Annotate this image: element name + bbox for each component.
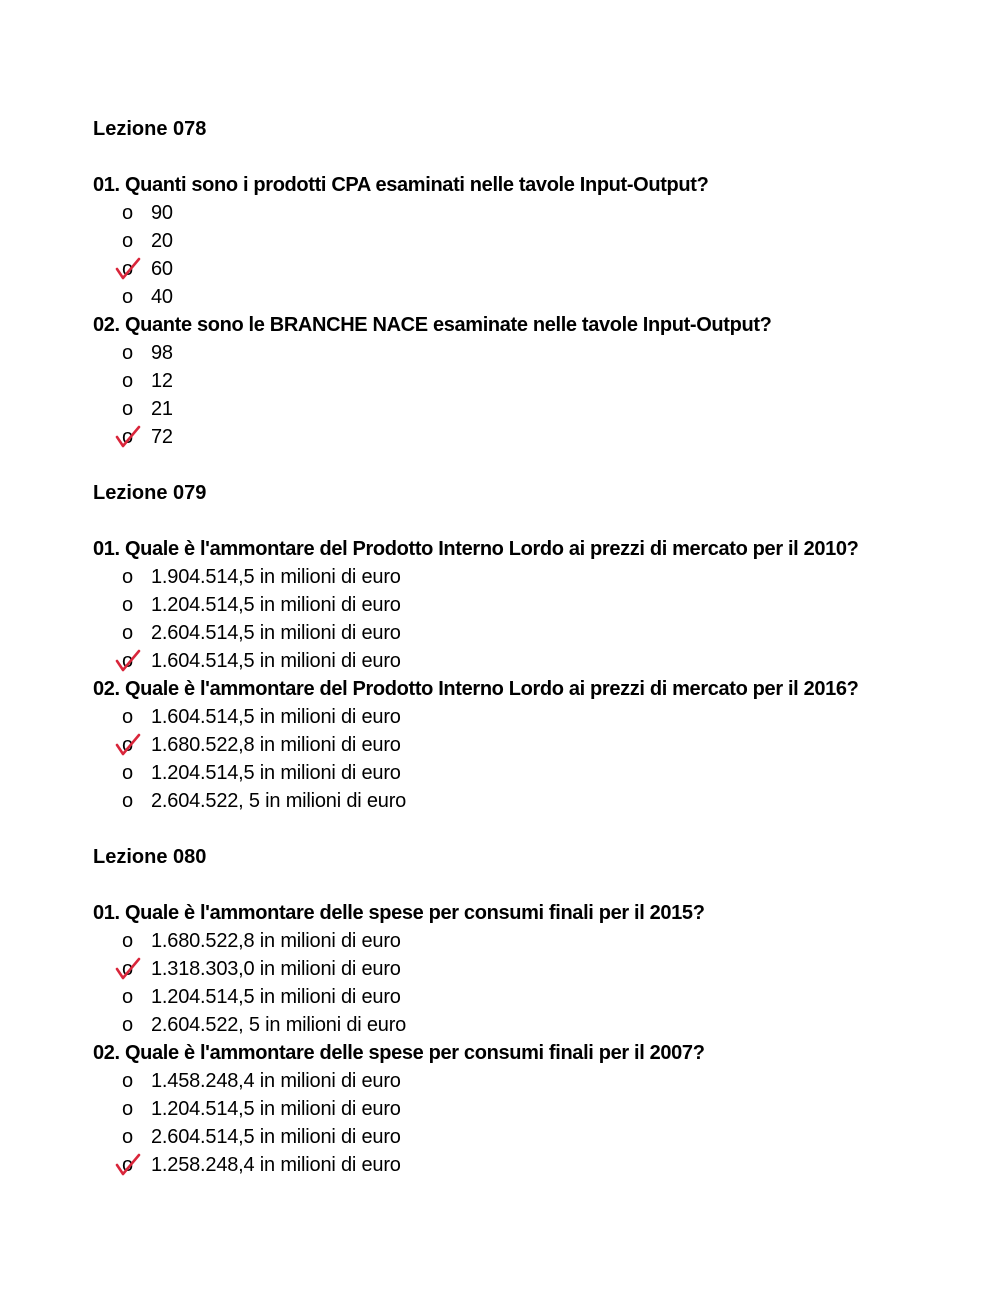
hollow-circle-bullet-icon — [122, 591, 133, 619]
answer-option — [93, 703, 973, 731]
answer-option — [93, 983, 973, 1011]
answer-option — [93, 423, 973, 451]
hollow-circle-bullet-icon — [122, 199, 133, 227]
hollow-circle-bullet-icon — [122, 367, 133, 395]
lesson-title: Lezione 078 — [93, 118, 207, 140]
hollow-circle-bullet-icon — [122, 227, 133, 255]
hollow-circle-bullet-icon — [122, 1095, 133, 1123]
answer-option — [93, 395, 973, 423]
red-checkmark-icon — [115, 257, 141, 281]
red-checkmark-icon — [115, 1153, 141, 1177]
option-label: 90 — [151, 202, 173, 224]
question-block — [93, 171, 973, 311]
hollow-circle-bullet-icon — [122, 927, 133, 955]
hollow-circle-bullet-icon — [122, 563, 133, 591]
quiz-document — [93, 115, 973, 1179]
answer-option — [93, 955, 973, 983]
option-label: 1.204.514,5 in milioni di euro — [151, 986, 401, 1008]
option-label: 1.204.514,5 in milioni di euro — [151, 1098, 401, 1120]
option-label: 1.258.248,4 in milioni di euro — [151, 1154, 401, 1176]
option-label: 1.904.514,5 in milioni di euro — [151, 566, 401, 588]
lesson-section — [93, 115, 973, 451]
answer-option — [93, 647, 973, 675]
red-checkmark-icon — [115, 733, 141, 757]
question-block — [93, 899, 973, 1039]
option-label: 40 — [151, 286, 173, 308]
answer-option — [93, 227, 973, 255]
answer-option — [93, 563, 973, 591]
answer-option — [93, 1151, 973, 1179]
question-text: 01. Quale è l'ammontare delle spese per consumi finali per il 2015? — [93, 902, 705, 924]
option-label: 1.604.514,5 in milioni di euro — [151, 706, 401, 728]
question-text: 02. Quante sono le BRANCHE NACE esaminate nelle tavole Input-Output? — [93, 314, 772, 336]
answer-option — [93, 787, 973, 815]
option-label: 72 — [151, 426, 173, 448]
option-label: 20 — [151, 230, 173, 252]
option-label: 60 — [151, 258, 173, 280]
lesson-section — [93, 843, 973, 1179]
question-text: 01. Quanti sono i prodotti CPA esaminati nelle tavole Input-Output? — [93, 174, 709, 196]
option-label: 1.204.514,5 in milioni di euro — [151, 762, 401, 784]
question-block — [93, 535, 973, 675]
hollow-circle-bullet-icon — [122, 619, 133, 647]
hollow-circle-bullet-icon — [122, 283, 133, 311]
question-block — [93, 311, 973, 451]
lesson-section — [93, 479, 973, 815]
option-label: 98 — [151, 342, 173, 364]
option-label: 1.680.522,8 in milioni di euro — [151, 930, 401, 952]
answer-option — [93, 199, 973, 227]
hollow-circle-bullet-icon — [122, 1123, 133, 1151]
hollow-circle-bullet-icon — [122, 1011, 133, 1039]
option-label: 2.604.514,5 in milioni di euro — [151, 622, 401, 644]
hollow-circle-bullet-icon — [122, 703, 133, 731]
option-label: 2.604.522, 5 in milioni di euro — [151, 790, 407, 812]
answer-option — [93, 1067, 973, 1095]
hollow-circle-bullet-icon — [122, 983, 133, 1011]
answer-option — [93, 759, 973, 787]
option-label: 21 — [151, 398, 173, 420]
red-checkmark-icon — [115, 425, 141, 449]
answer-option — [93, 283, 973, 311]
answer-option — [93, 339, 973, 367]
hollow-circle-bullet-icon — [122, 759, 133, 787]
answer-option — [93, 927, 973, 955]
hollow-circle-bullet-icon — [122, 339, 133, 367]
lesson-title: Lezione 079 — [93, 482, 207, 504]
question-block — [93, 675, 973, 815]
option-label: 1.458.248,4 in milioni di euro — [151, 1070, 401, 1092]
answer-option — [93, 255, 973, 283]
hollow-circle-bullet-icon — [122, 395, 133, 423]
question-text: 02. Quale è l'ammontare del Prodotto Interno Lordo ai prezzi di mercato per il 2016? — [93, 678, 859, 700]
option-label: 1.204.514,5 in milioni di euro — [151, 594, 401, 616]
answer-option — [93, 1123, 973, 1151]
lesson-title: Lezione 080 — [93, 846, 207, 868]
option-label: 1.680.522,8 in milioni di euro — [151, 734, 401, 756]
option-label: 1.318.303,0 in milioni di euro — [151, 958, 401, 980]
option-label: 2.604.522, 5 in milioni di euro — [151, 1014, 407, 1036]
hollow-circle-bullet-icon — [122, 1067, 133, 1095]
answer-option — [93, 1011, 973, 1039]
question-text: 01. Quale è l'ammontare del Prodotto Interno Lordo ai prezzi di mercato per il 2010? — [93, 538, 859, 560]
question-block — [93, 1039, 973, 1179]
answer-option — [93, 731, 973, 759]
answer-option — [93, 367, 973, 395]
option-label: 1.604.514,5 in milioni di euro — [151, 650, 401, 672]
answer-option — [93, 619, 973, 647]
hollow-circle-bullet-icon — [122, 787, 133, 815]
red-checkmark-icon — [115, 649, 141, 673]
option-label: 12 — [151, 370, 173, 392]
option-label: 2.604.514,5 in milioni di euro — [151, 1126, 401, 1148]
answer-option — [93, 1095, 973, 1123]
answer-option — [93, 591, 973, 619]
question-text: 02. Quale è l'ammontare delle spese per consumi finali per il 2007? — [93, 1042, 705, 1064]
red-checkmark-icon — [115, 957, 141, 981]
